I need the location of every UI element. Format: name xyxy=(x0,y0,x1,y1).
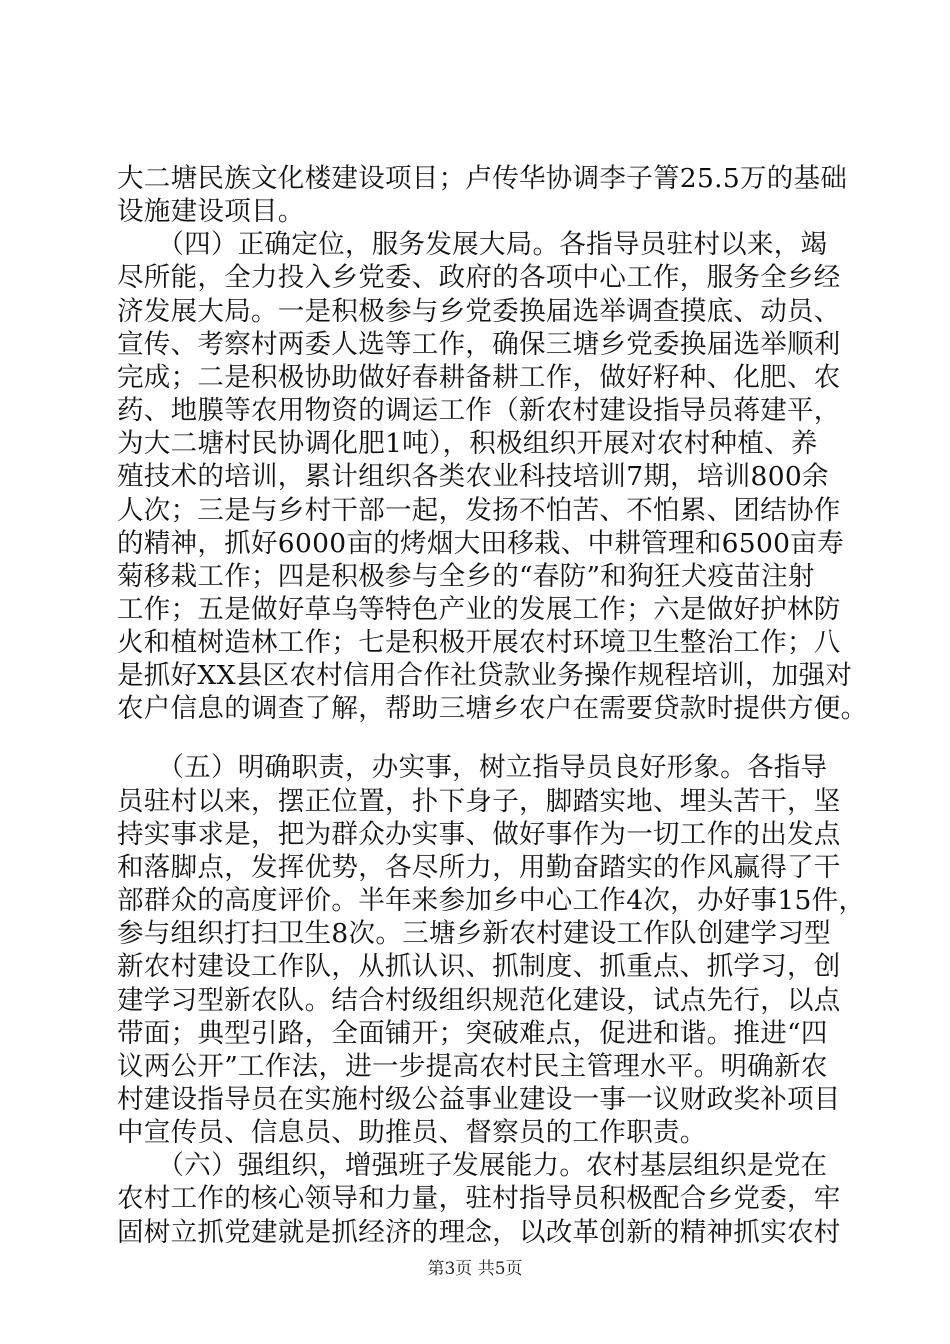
body-line: 是抓好XX县区农村信用合作社贷款业务操作规程培训，加强对 xyxy=(117,660,853,691)
body-line: 工作；五是做好草乌等特色产业的发展工作；六是做好护林防 xyxy=(117,594,841,625)
body-line: 农村工作的核心领导和力量，驻村指导员积极配合乡党委，牢 xyxy=(117,1183,841,1214)
body-line: （五）明确职责，办实事，树立指导员良好形象。各指导 xyxy=(117,752,828,783)
body-line: 员驻村以来，摆正位置，扑下身子，脚踏实地、埋头苦干，坚 xyxy=(117,786,841,817)
body-line: 药、地膜等农用物资的调运工作（新农村建设指导员蒋建平， xyxy=(117,395,841,426)
body-line: 议两公开”工作法，进一步提高农村民主管理水平。明确新农 xyxy=(117,1051,828,1082)
body-line: 中宣传员、信息员、助推员、督察员的工作职责。 xyxy=(117,1117,707,1148)
body-line: 济发展大局。一是积极参与乡党委换届选举调查摸底、动员、 xyxy=(117,296,841,327)
body-line: （六）强组织，增强班子发展能力。农村基层组织是党在 xyxy=(117,1150,828,1181)
body-line: 和落脚点，发挥优势，各尽所力，用勤奋踏实的作风赢得了干 xyxy=(117,852,841,883)
body-line: 建学习型新农队。结合村级组织规范化建设，试点先行，以点 xyxy=(117,985,841,1016)
body-line: 农户信息的调查了解，帮助三塘乡农户在需要贷款时提供方便。 xyxy=(117,693,868,724)
body-line: 的精神，抓好6000亩的烤烟大田移栽、中耕管理和6500亩寿 xyxy=(117,528,844,559)
body-line: （四）正确定位，服务发展大局。各指导员驻村以来，竭 xyxy=(117,229,828,260)
body-line: 为大二塘村民协调化肥1吨），积极组织开展对农村种植、养 xyxy=(117,428,818,459)
body-line: 菊移栽工作；四是积极参与全乡的“春防”和狗狂犬疫苗注射 xyxy=(117,561,815,592)
body-line: 固树立抓党建就是抓经济的理念，以改革创新的精神抓实农村 xyxy=(117,1217,841,1248)
body-line: 部群众的高度评价。半年来参加乡中心工作4次，办好事15件， xyxy=(117,885,866,916)
body-line: 殖技术的培训，累计组织各类农业科技培训7期，培训800余 xyxy=(117,461,829,492)
body-line: 设施建设项目。 xyxy=(117,196,305,227)
body-line: 新农村建设工作队，从抓认识、抓制度、抓重点、抓学习，创 xyxy=(117,951,841,982)
body-line: 大二塘民族文化楼建设项目；卢传华协调李子箐25.5万的基础 xyxy=(117,163,848,194)
body-line: 完成；二是积极协助做好春耕备耕工作，做好籽种、化肥、农 xyxy=(117,362,841,393)
body-line: 带面；典型引路，全面铺开；突破难点，促进和谐。推进“四 xyxy=(117,1018,828,1049)
body-line: 人次；三是与乡村干部一起，发扬不怕苦、不怕累、团结协作 xyxy=(117,495,841,526)
body-line: 村建设指导员在实施村级公益事业建设一事一议财政奖补项目 xyxy=(117,1084,841,1115)
body-line: 持实事求是，把为群众办实事、做好事作为一切工作的出发点 xyxy=(117,819,841,850)
body-line: 火和植树造林工作；七是积极开展农村环境卫生整治工作；八 xyxy=(117,627,841,658)
body-line: 尽所能，全力投入乡党委、政府的各项中心工作，服务全乡经 xyxy=(117,262,841,293)
page-footer: 第3页 共5页 xyxy=(427,1259,523,1279)
body-line: 宣传、考察村两委人选等工作，确保三塘乡党委换届选举顺利 xyxy=(117,329,841,360)
body-line: 参与组织打扫卫生8次。三塘乡新农村建设工作队创建学习型 xyxy=(117,918,831,949)
